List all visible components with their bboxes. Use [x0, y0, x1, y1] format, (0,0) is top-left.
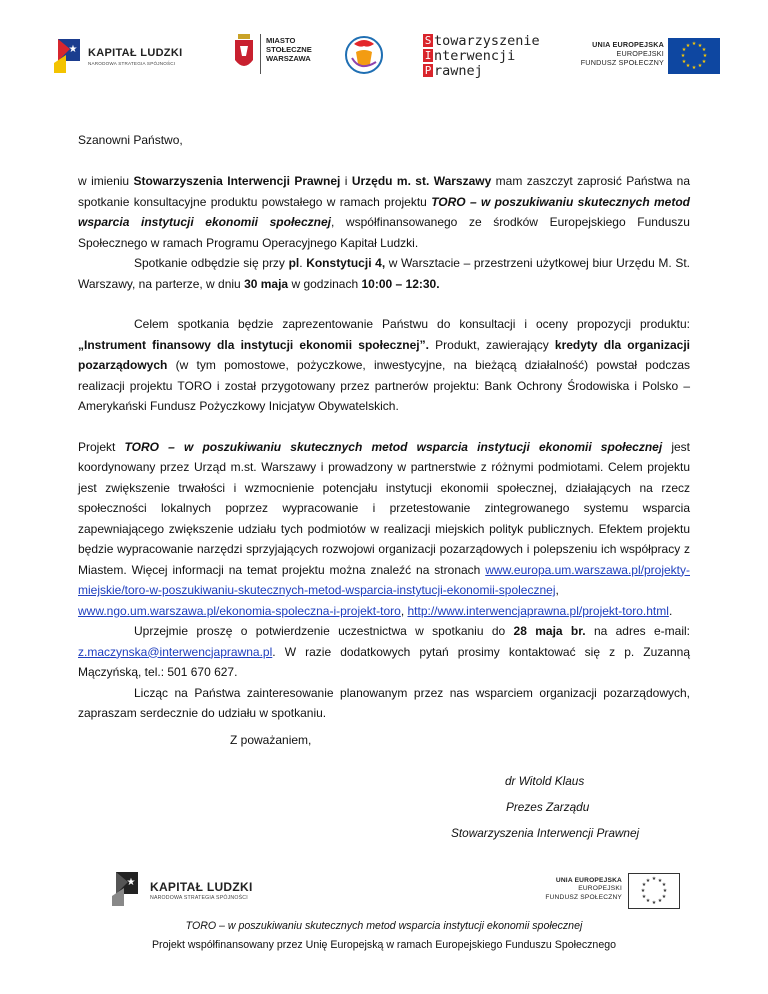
kapital-ludzki-flag-icon [52, 35, 82, 75]
svg-text:★: ★ [697, 43, 703, 49]
letter-body [78, 171, 690, 724]
p2-text-4: w godzinach [288, 276, 362, 291]
link-ngo-um-warszawa[interactable]: www.ngo.um.warszawa.pl/ekonomia-spoleczna-i-projekt-toro [78, 603, 401, 618]
miasto-line-2: STOŁECZNE [266, 45, 312, 54]
kapital-ludzki-logo [52, 35, 192, 77]
p1-text-4: , współfinansowanego ze środków Europejskiego Funduszu Społecznego w ramach Programu Operacyjnego Kapitał Ludzki. [78, 215, 690, 250]
p4-text-1: Projekt [78, 439, 125, 454]
p5-text-2: na adres e-mail: [585, 624, 691, 638]
footer-kapital-ludzki-subtitle: NARODOWA STRATEGIA SPÓJNOŚCI [150, 895, 248, 901]
sip-cap-i: I [424, 49, 432, 62]
p2-bold-2: Konstytucji 4, [306, 256, 386, 270]
svg-text:★: ★ [681, 59, 687, 65]
p5-deadline: 28 maja br. [513, 624, 586, 638]
paragraph-meeting-place [78, 253, 690, 294]
svg-text:★: ★ [681, 47, 687, 53]
p3-product-name: „Instrument finansowy dla instytucji ekonomii społecznej”. [78, 337, 429, 352]
footer-project-title: TORO – w poszukiwaniu skutecznych metod wsparcia instytucji ekonomii społecznej [185, 920, 583, 932]
svg-text:★: ★ [680, 53, 686, 59]
svg-text:★: ★ [661, 882, 667, 888]
p2-time: 10:00 – 12:30. [361, 276, 440, 291]
footer-kapital-ludzki-flag-icon [110, 868, 140, 908]
svg-text:★: ★ [661, 894, 667, 900]
signature-organization: Stowarzyszenia Interwencji Prawnej [451, 826, 640, 840]
footer-eu-flag-icon [628, 873, 680, 909]
signature-role: Prezes Zarządu [506, 800, 590, 814]
warszawa-logo [232, 32, 342, 78]
paragraph-project [78, 437, 690, 622]
p5-text-3: . W razie dodatkowych pytań prosimy kontaktować się z p. Zuzanną Mączyńską, tel.: 501 670 627. [78, 644, 690, 679]
p1-text-2: i [340, 174, 352, 188]
paragraph-confirmation [78, 621, 690, 683]
eu-flag-icon [668, 38, 720, 74]
p1-project-title: TORO – w poszukiwaniu skutecznych metod wsparcia instytucji ekonomii społecznej [78, 194, 691, 229]
paragraph-closing-invite: Licząc na Państwa zainteresowanie planowanym przez nas wsparciem organizacji pozarządowych, zapraszam serdecznie do udziału w spotkaniu. [78, 685, 690, 720]
p4-text-3: , [555, 583, 559, 597]
p5-text-1: Uprzejmie proszę o potwierdzenie uczestnictwa w spotkaniu do [134, 624, 514, 638]
signature-name: dr Witold Klaus [505, 774, 585, 788]
p4-text-5: . [668, 603, 673, 618]
svg-text:★: ★ [691, 65, 697, 71]
svg-text:★: ★ [701, 47, 707, 53]
svg-text:★: ★ [651, 900, 657, 906]
footer-ue-line-2: EUROPEJSKI [578, 885, 622, 893]
footer-ue-line-1: UNIA EUROPEJSKA [555, 877, 622, 884]
miasto-line-1: MIASTO [266, 36, 296, 45]
ue-line-2: EUROPEJSKI [616, 49, 664, 59]
svg-text:★: ★ [68, 44, 78, 55]
paragraph-purpose [78, 314, 690, 417]
footer-ue-efs-logo [520, 873, 680, 911]
svg-text:★: ★ [657, 898, 663, 904]
footer-ue-line-3: FUNDUSZ SPOŁECZNY [545, 893, 622, 901]
svg-text:★: ★ [641, 894, 647, 900]
p1-text-3: mam zaszczyt zaprosić Państwa na spotkanie konsultacyjne produktu powstałego w ramach projektu [78, 174, 690, 209]
warszawa-crest-icon [232, 34, 256, 74]
footer-kapital-ludzki-logo [110, 868, 280, 912]
p1-bold-1: Stowarzyszenia Interwencji Prawnej [133, 174, 341, 188]
svg-text:★: ★ [697, 63, 703, 69]
footer-kapital-ludzki-title: KAPITAŁ LUDZKI [150, 880, 253, 894]
syrenka-logo-icon [340, 34, 388, 76]
email-link[interactable]: z.maczynska@interwencjaprawna.pl [78, 644, 273, 659]
closing-regards: Z poważaniem, [230, 733, 312, 747]
svg-text:★: ★ [702, 53, 708, 59]
ue-line-3: FUNDUSZ SPOŁECZNY [580, 58, 664, 68]
sip-line-1: towarzyszenie [434, 33, 540, 49]
svg-text:★: ★ [657, 878, 663, 884]
p2-bold-1: pl [288, 256, 300, 270]
svg-text:★: ★ [645, 878, 651, 884]
p2-text-3: w Warsztacie – przestrzeni użytkowej biur Urzędu M. St. Warszawy, na parterze, w dniu [78, 256, 690, 291]
svg-text:★: ★ [640, 888, 646, 894]
sip-cap-p: P [424, 64, 432, 77]
p2-text-1: Spotkanie odbędzie się przy [134, 256, 289, 270]
svg-text:★: ★ [662, 888, 668, 894]
svg-text:★: ★ [641, 882, 647, 888]
ue-line-1: UNIA EUROPEJSKA [592, 40, 664, 49]
paragraph-invitation [78, 171, 690, 253]
p3-text-2: Produkt, zawierający [428, 337, 555, 352]
p4-text-2: jest koordynowany przez Urząd m.st. Warszawy i prowadzony w partnerstwie z różnymi podmiotami. Celem projektu jest zwiększenie trwałości i wzmocnienie potencjału instytucji ekonomii społecznej, działających na rzecz społeczności lokalnych poprzez wypracowanie i przetestowanie zintegrowanego systemu wsparcia zapewniającego zwiększenie udziału tych podmiotów w realizacji miejskich polityk publicznych. Efektem projektu będzie wypracowanie narzędzi sprzyjających rozwojowi organizacji pozarządowych i polepszeniu ich współpracy z Miastem. Więcej informacji na temat projektu można znaleźć na stronach [78, 439, 691, 577]
link-europa-um-warszawa[interactable]: www.europa.um.warszawa.pl/projekty-miejskie/toro-w-poszukiwaniu-skutecznych-metod-wsparcia-instytucji-ekonomii-spolecznej [78, 562, 690, 597]
p1-bold-2: Urzędu m. st. Warszawy [351, 174, 492, 188]
svg-text:★: ★ [126, 877, 136, 888]
footer-cofinancing-note: Projekt współfinansowany przez Unię Europejską w ramach Europejskiego Funduszu Społecznego [151, 939, 617, 951]
miasto-line-3: WARSZAWA [266, 54, 311, 63]
svg-text:★: ★ [691, 41, 697, 47]
p2-date: 30 maja [244, 276, 289, 291]
p2-text-2: . [299, 256, 307, 270]
p1-text-1: w imieniu [78, 174, 134, 188]
p3-bold-credits: kredyty dla organizacji pozarządowych [78, 337, 690, 372]
kapital-ludzki-subtitle: NARODOWA STRATEGIA SPÓJNOŚCI [88, 61, 176, 66]
sip-line-3: rawnej [434, 63, 483, 79]
ue-efs-logo [560, 38, 720, 78]
svg-text:★: ★ [651, 876, 657, 882]
svg-text:★: ★ [645, 898, 651, 904]
p3-text-3: (w tym pomostowe, pożyczkowe, inwestycyjne, na bieżącą działalność) powstał podczas realizacji projektu TORO i został przygotowany przez partnerów projektu: Bank Ochrony Środowiska i Polsko – Amerykański Fundusz Pożyczkowy Inicjatyw Obywatelskich. [78, 358, 690, 413]
salutation: Szanowni Państwo, [78, 133, 183, 147]
link-interwencjaprawna[interactable]: http://www.interwencjaprawna.pl/projekt-toro.html [407, 603, 669, 618]
svg-text:★: ★ [685, 63, 691, 69]
sip-logo [423, 34, 540, 79]
sip-line-2: nterwencji [434, 48, 516, 64]
sip-cap-s: S [424, 34, 432, 47]
p3-text-1: Celem spotkania będzie zaprezentowanie Państwu do konsultacji i oceny propozycji produktu: [134, 317, 690, 331]
svg-text:★: ★ [685, 43, 691, 49]
warszawa-divider [260, 34, 261, 74]
svg-text:★: ★ [701, 59, 707, 65]
p4-text-4: , [400, 603, 408, 618]
p4-project-title: TORO – w poszukiwaniu skutecznych metod wsparcia instytucji ekonomii społecznej [124, 439, 663, 454]
kapital-ludzki-title: KAPITAŁ LUDZKI [88, 47, 183, 59]
